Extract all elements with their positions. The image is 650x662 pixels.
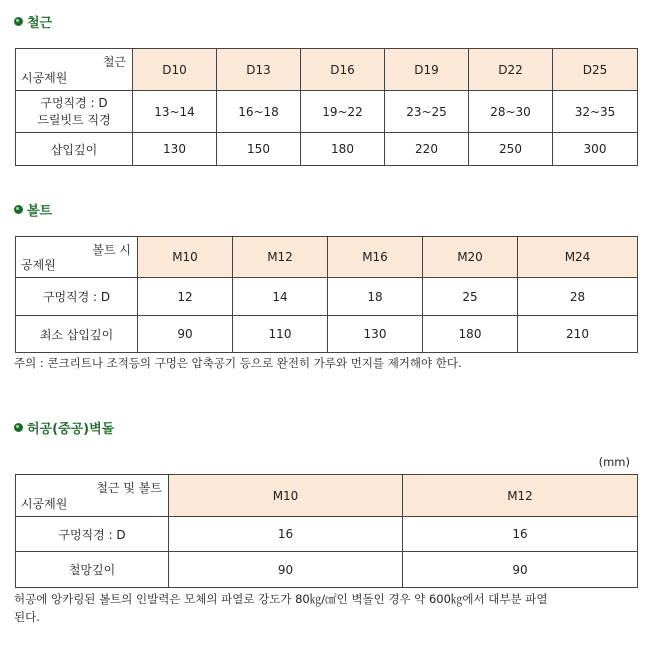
table-cell: 210 bbox=[518, 316, 638, 353]
row-header: 구멍직경 : D bbox=[16, 517, 169, 552]
table-cell: 110 bbox=[233, 316, 328, 353]
corner-bottom-label: 시공제원 bbox=[21, 71, 68, 85]
bolt-title-text: 볼트 bbox=[27, 204, 53, 219]
table-cell: 28~30 bbox=[469, 91, 553, 133]
row-header: 삽입깊이 bbox=[16, 133, 133, 166]
unit-label: (mm) bbox=[598, 455, 630, 469]
column-header: M12 bbox=[233, 237, 328, 278]
rebar-section-title bbox=[14, 12, 52, 31]
table-cell: 130 bbox=[133, 133, 217, 166]
row-header: 최소 삽입깊이 bbox=[16, 316, 138, 353]
column-header: M10 bbox=[169, 475, 403, 517]
row-header-line: 드릴빗트 직경 bbox=[37, 112, 111, 127]
corner-top-label: 철근 및 볼트 bbox=[96, 481, 162, 495]
table-cell: 180 bbox=[301, 133, 385, 166]
hollow-corner-cell bbox=[16, 475, 169, 517]
column-header: D25 bbox=[553, 49, 638, 91]
bolt-corner-cell bbox=[16, 237, 138, 278]
hollow-note bbox=[14, 590, 639, 626]
table-cell: 19~22 bbox=[301, 91, 385, 133]
corner-bottom-label: 시공제원 bbox=[21, 497, 68, 511]
column-header: D22 bbox=[469, 49, 553, 91]
bullet-icon bbox=[14, 423, 23, 432]
column-header: D19 bbox=[385, 49, 469, 91]
column-header: D10 bbox=[133, 49, 217, 91]
table-cell: 300 bbox=[553, 133, 638, 166]
rebar-title-text: 철근 bbox=[27, 16, 53, 31]
table-cell: 180 bbox=[423, 316, 518, 353]
table-cell: 14 bbox=[233, 278, 328, 316]
rebar-table bbox=[15, 48, 638, 166]
table-cell: 28 bbox=[518, 278, 638, 316]
bullet-icon bbox=[14, 17, 23, 26]
table-cell: 90 bbox=[169, 552, 403, 588]
bullet-icon bbox=[14, 205, 23, 214]
hollow-note-line: 허공에 앙카링된 볼트의 인발력은 모체의 파열로 강도가 80㎏/㎠인 벽돌인 경우 약 600㎏에서 대부분 파열 bbox=[14, 592, 548, 606]
column-header: D13 bbox=[217, 49, 301, 91]
table-cell: 13~14 bbox=[133, 91, 217, 133]
hollow-title-text: 허공(중공)벽돌 bbox=[27, 422, 115, 437]
corner-top-label: 철근 bbox=[102, 55, 126, 69]
rebar-corner-cell bbox=[16, 49, 133, 91]
row-header bbox=[16, 91, 133, 133]
table-cell: 23~25 bbox=[385, 91, 469, 133]
table-cell: 16 bbox=[403, 517, 638, 552]
table-cell: 150 bbox=[217, 133, 301, 166]
table-cell: 90 bbox=[138, 316, 233, 353]
table-cell: 16~18 bbox=[217, 91, 301, 133]
table-cell: 16 bbox=[169, 517, 403, 552]
column-header: D16 bbox=[301, 49, 385, 91]
table-cell: 32~35 bbox=[553, 91, 638, 133]
table-cell: 220 bbox=[385, 133, 469, 166]
bolt-table bbox=[15, 236, 638, 353]
row-header: 구멍직경 : D bbox=[16, 278, 138, 316]
column-header: M20 bbox=[423, 237, 518, 278]
corner-bottom-label: 공제원 bbox=[21, 258, 56, 272]
table-cell: 18 bbox=[328, 278, 423, 316]
hollow-table bbox=[15, 474, 638, 588]
corner-top-label: 볼트 시 bbox=[92, 243, 131, 257]
bolt-section-title bbox=[14, 200, 52, 219]
column-header: M24 bbox=[518, 237, 638, 278]
bolt-note: 주의 : 콘크리트나 조적등의 구멍은 압축공기 등으로 완전히 가루와 먼지를 제거해야 한다. bbox=[14, 356, 462, 370]
hollow-section-title bbox=[14, 418, 114, 437]
table-cell: 90 bbox=[403, 552, 638, 588]
table-cell: 130 bbox=[328, 316, 423, 353]
table-cell: 25 bbox=[423, 278, 518, 316]
column-header: M10 bbox=[138, 237, 233, 278]
table-cell: 250 bbox=[469, 133, 553, 166]
column-header: M16 bbox=[328, 237, 423, 278]
table-cell: 12 bbox=[138, 278, 233, 316]
hollow-note-line: 된다. bbox=[14, 610, 40, 624]
column-header: M12 bbox=[403, 475, 638, 517]
row-header-line: 구멍직경 : D bbox=[40, 95, 108, 110]
row-header: 철망깊이 bbox=[16, 552, 169, 588]
